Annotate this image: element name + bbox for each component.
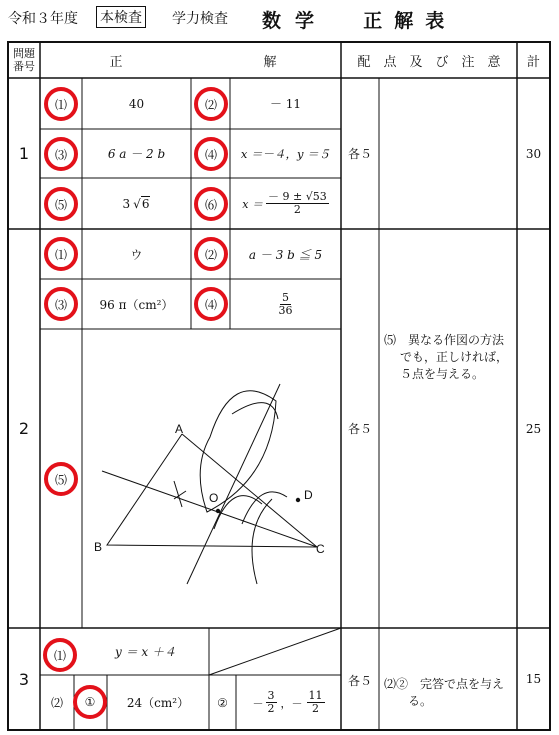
point-a-label: A [175,422,184,436]
q1-part5-label: ⑸ [44,187,78,221]
q3-part2-sub1-answer: 24（cm²） [126,696,190,710]
q3-part1-label: ⑴ [43,638,77,672]
q3-note [384,676,514,710]
q2-part3-label: ⑶ [44,287,78,321]
q1-points: 各５ [347,147,372,161]
col-header-number [8,44,40,76]
col-header-number-line2: 番号 [13,60,35,73]
col-header-answer-left: 正 [109,54,123,70]
q3-points: 各５ [347,674,372,688]
q1-part6-label: ⑹ [194,187,228,221]
q3-part2-sub2-fraction-b [307,690,325,714]
q3-part2-sub2-answer: － $\frac{3}{2}$ ，－ $\frac{11}{2}$ [252,689,323,715]
q3-part2-label: ⑵ [50,696,63,710]
q3-part2-sub2-a-numerator: 3 [267,689,275,703]
q1-part6-lhs: x ＝ [242,197,263,211]
q2-part1-label: ⑴ [44,237,78,271]
q1-part6-answer [230,178,341,229]
q2-note-line3: ５点を与える。 [400,367,485,381]
q1-part6-fraction [266,191,329,215]
q2-part4-denominator: 36 [278,303,293,317]
q1-part2-answer: － 11 [269,97,302,111]
q2-part3-answer: 96 π（cm²） [99,297,174,312]
point-c-label: C [316,542,325,556]
q3-part2-sub2-b-numerator: 11 [308,689,323,703]
q3-part1-answer: y ＝ x ＋４ [115,645,176,659]
era-label: 令和３年度 [8,11,78,27]
point-d-label: D [304,488,313,502]
subject-title: 数学 [262,10,329,32]
q1-part4-answer: x ＝－４，y ＝５ [240,146,331,161]
q2-part4-numerator: 5 [282,290,289,304]
q3-total: 15 [525,672,542,686]
q1-part2-label: ⑵ [194,87,228,121]
q2-total: 25 [525,421,542,436]
q1-part5-answer [82,178,191,229]
point-b-label: B [94,540,103,554]
point-d-dot [296,498,300,502]
q3-note-line1: ⑵② 完答で点を与え [384,677,505,691]
sqrt-sign-icon: √ [133,196,141,211]
col-header-number-line1: 問題 [13,47,35,60]
q2-part4-label: ⑷ [194,287,228,321]
col-header-points-notes: 配 点 及 び 注 意 [357,54,501,70]
q1-part4-label: ⑷ [194,137,228,171]
q1-part5-radicand: 6 [141,197,150,211]
q2-part1-answer: ウ [130,247,143,262]
exam-type-box: 本検査 [96,6,146,28]
q2-note [384,332,514,383]
q2-number: 2 [18,419,30,438]
q1-number: 1 [18,144,30,163]
q2-points: 各５ [347,422,372,436]
q2-part2-label: ⑵ [194,237,228,271]
q2-note-line2: でも，正しければ， [400,350,509,364]
q1-part6-numerator: － 9 ± √53 [267,190,327,204]
test-name: 学力検査 [172,11,228,27]
q2-part4-answer [230,279,341,329]
q1-part1-label: ⑴ [44,87,78,121]
q3-part2-sub2-a-denominator: 2 [267,702,275,715]
q3-part2-sub2-label: ② [217,695,228,710]
q3-part2-sub2-b-denominator: 2 [312,702,319,715]
q2-part4-fraction [277,292,295,316]
q3-part2-sub1-label: ① [73,685,107,719]
q3-part2-sub2-fraction-a [266,690,277,714]
q3-note-line2: る。 [408,694,433,708]
col-header-total: 計 [526,54,540,70]
q3-number: 3 [18,669,30,689]
point-o-dot [216,509,220,513]
q1-part3-label: ⑶ [44,137,78,171]
q2-note-line1: ⑸ 異なる作図の方法 [384,333,505,347]
q1-part5-coefficient: 3 [122,196,131,211]
point-o-label: O [209,491,219,505]
q1-total: 30 [525,146,542,161]
doc-type-title: 正解表 [363,10,457,32]
q1-part6-denominator: 2 [293,203,301,216]
q1-part3-answer: 6 a － 2 b [107,147,166,161]
q1-part1-answer: 40 [128,96,145,111]
col-header-answer-right: 解 [263,54,277,70]
q2-part2-answer: a － 3 b ≦ 5 [248,247,323,262]
q2-part5-label: ⑸ [44,462,78,496]
q2-construction-figure [82,329,341,628]
